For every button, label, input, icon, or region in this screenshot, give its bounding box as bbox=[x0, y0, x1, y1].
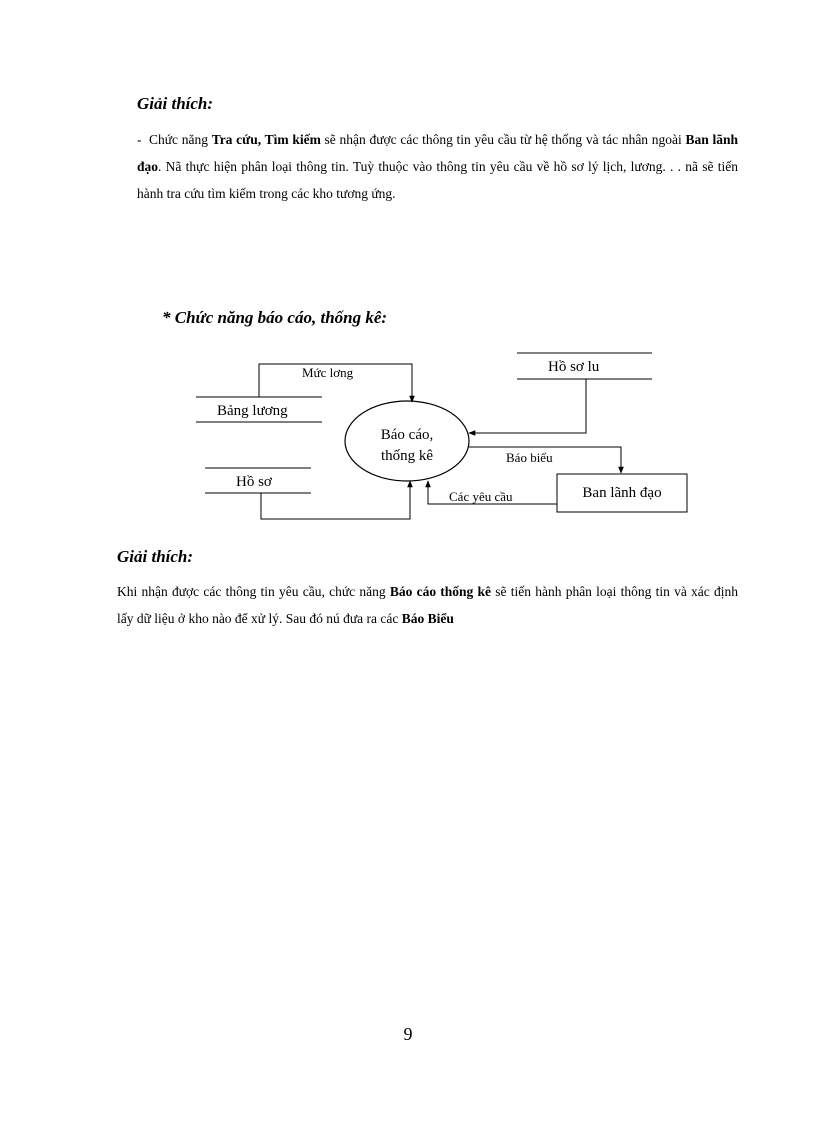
bold-term: Tra cứu, Tìm kiếm bbox=[211, 132, 321, 147]
text: . Nã thực hiện phân loại thông tin. Tuỳ thuộc vào thông tin yêu cầu về hồ sơ lý lịch, lương. . . nã sẽ tiến hành tra cứu tìm kiếm trong các kho tương ứng. bbox=[137, 159, 738, 201]
text: Khi nhận được các thông tin yêu cầu, chức năng bbox=[117, 584, 386, 599]
explanation-heading-2: Giải thích: bbox=[117, 547, 194, 566]
bold-term: Ban lãnh đạo bbox=[137, 132, 738, 174]
bold-term: Báo Biểu bbox=[401, 611, 454, 626]
process-label-line1: Báo cáo, bbox=[380, 427, 434, 443]
entity-ban-lanh-dao-label: Ban lãnh đạo bbox=[582, 485, 662, 501]
flow-bao-bieu-label: Báo biểu bbox=[506, 450, 553, 465]
explanation-heading-1: Giải thích: bbox=[137, 94, 214, 113]
explanation-paragraph-2 bbox=[117, 578, 738, 632]
store-ho-so-lu-label: Hồ sơ lu bbox=[548, 359, 600, 375]
dash: - bbox=[137, 132, 142, 147]
section-heading-report: * Chức năng báo cáo, thống kê: bbox=[162, 308, 388, 327]
flow-ho-so-lu-arrow bbox=[469, 379, 586, 433]
store-bang-luong-label: Bảng lương bbox=[217, 403, 288, 419]
text: sẽ tiến hành phân loại thông tin và xác định lấy dữ liệu ở kho nào để xử lý. Sau đó nú đưa ra các bbox=[117, 584, 739, 626]
process-label-line2: thống kê bbox=[380, 448, 434, 464]
page-number: 9 bbox=[403, 1024, 413, 1044]
bold-term: Báo cáo thống kê bbox=[389, 584, 492, 599]
text: sẽ nhận được các thông tin yêu cầu từ hệ thống và tác nhân ngoài bbox=[324, 132, 682, 147]
data-flow-diagram bbox=[0, 0, 816, 560]
text: Chức năng bbox=[148, 132, 208, 147]
store-ho-so-label: Hồ sơ bbox=[236, 474, 272, 490]
flow-muc-luong-label: Mức lơng bbox=[302, 365, 354, 380]
flow-ho-so-arrow bbox=[261, 481, 410, 519]
flow-cac-yeu-cau-label: Các yêu cầu bbox=[449, 489, 513, 504]
